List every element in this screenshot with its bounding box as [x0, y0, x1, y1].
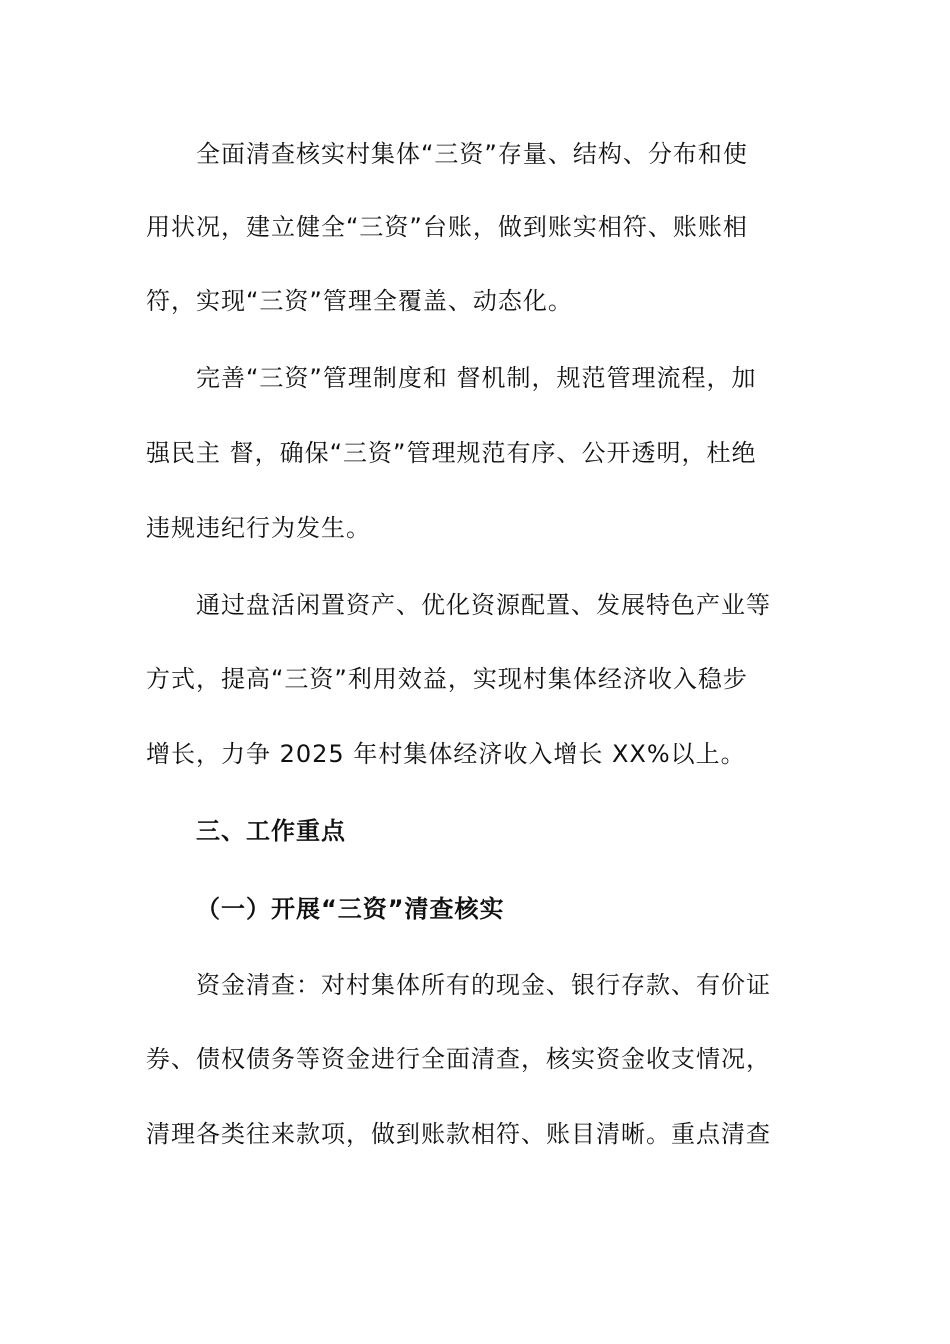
para1-line3: 符，实现“三资”管理全覆盖、动态化。: [146, 287, 573, 315]
para1-line1: 全面清查核实村集体“三资”存量、结构、分布和使: [196, 140, 748, 168]
section-heading: 三、工作重点: [196, 817, 346, 845]
para4-line1: 资金清查：对村集体所有的现金、银行存款、有价证: [196, 971, 771, 999]
para2-line1: 完善“三资”管理制度和 督机制，规范管理流程，加: [196, 364, 757, 392]
para1-line2: 用状况，建立健全“三资”台账，做到账实相符、账账相: [146, 213, 748, 241]
para2-line2: 强民主 督，确保“三资”管理规范有序、公开透明，杜绝: [146, 439, 757, 467]
para3-line1: 通过盘活闲置资产、优化资源配置、发展特色产业等: [196, 591, 771, 619]
para4-line2: 券、债权债务等资金进行全面清查，核实资金收支情况，: [146, 1045, 771, 1073]
subsection-heading: （一）开展“三资”清查核实: [196, 895, 505, 923]
para4-line3: 清理各类往来款项，做到账款相符、账目清晰。重点清查: [146, 1120, 771, 1148]
para3-line2: 方式，提高“三资”利用效益，实现村集体经济收入稳步: [146, 665, 748, 693]
para2-line3: 违规违纪行为发生。: [146, 514, 371, 542]
para3-line3: 增长，力争 2025 年村集体经济收入增长 XX%以上。: [146, 740, 746, 768]
